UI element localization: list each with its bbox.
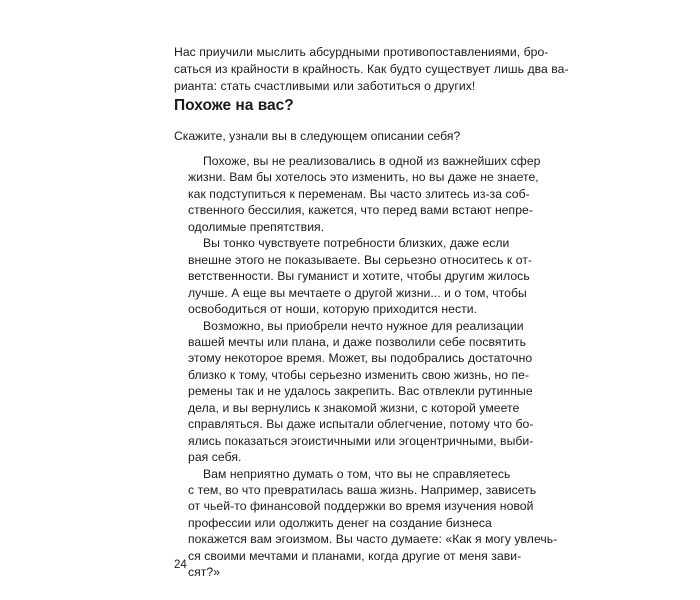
body-line: Вы тонко чувствуете потребности близких, даже если [203,236,510,251]
body-line: ремены так и не удалось закрепить. Вас отвлекли рутинные [188,384,533,399]
body-line: жизни. Вам бы хотелось это изменить, но вы даже не знаете, [188,170,539,185]
body-line: дела, и вы вернулись к знакомой жизни, с которой умеете [188,400,520,415]
intro-line: рианта: стать счастливыми или заботиться о других! [174,79,476,93]
body-line: этому некоторое время. Может, вы подобрались достаточно [188,351,533,366]
body-line: ся своими мечтами и планами, когда другие от меня зави- [188,548,522,563]
body-line: от чьей-то финансовой поддержки во время изучения новой [188,499,534,514]
intro-line: Нас приучили мыслить абсурдными противопоставлениями, бро- [174,45,549,59]
lead-question: Скажите, узнали вы в следующем описании себя? [174,129,461,143]
page-number: 24 [174,559,187,571]
body-line: ветственности. Вы гуманист и хотите, чтобы другим жилось [188,269,530,284]
body-line: сят?» [188,565,221,580]
body-line: Возможно, вы приобрели нечто нужное для реализации [203,318,524,333]
body-line: близко к тому, чтобы серьезно изменить свою жизнь, но пе- [188,367,530,382]
body-line: покажется вам эгоизмом. Вы часто думаете: «Как я могу увлечь- [188,532,558,547]
body-line: одолимые препятствия. [188,219,325,234]
body-line: профессии или одолжить денег на создание бизнеса [188,515,492,530]
body-line: ялись показаться эгоистичными или эгоцентричными, выби- [188,433,534,448]
body-line: как подступиться к переменам. Вы часто злитесь из-за соб- [188,186,530,201]
body-line: лучше. А еще вы мечтаете о другой жизни... и о том, чтобы [188,285,527,300]
body-line: вашей мечты или плана, и даже позволили себе посвятить [188,334,527,349]
body-line: Вам неприятно думать о том, что вы не справляетесь [203,466,511,481]
body-line: Похоже, вы не реализовались в одной из важнейших сфер [203,154,541,168]
body-line: рая себя. [188,450,242,465]
body-line: внешне этого не показываете. Вы серьезно относитесь к от- [188,252,533,267]
body-line: освободиться от ноши, которую приходится нести. [188,302,478,316]
body-line: ственного бессилия, кажется, что перед вами встают непре- [188,203,533,218]
section-heading: Похоже на вас? [174,97,294,114]
intro-line: саться из крайности в крайность. Как будто существует лишь два ва- [174,62,569,76]
body-line: с тем, во что превратилась ваша жизнь. Например, зависеть [188,483,537,497]
body-line: справляться. Вы даже испытали облегчение, потому что бо- [188,417,534,432]
